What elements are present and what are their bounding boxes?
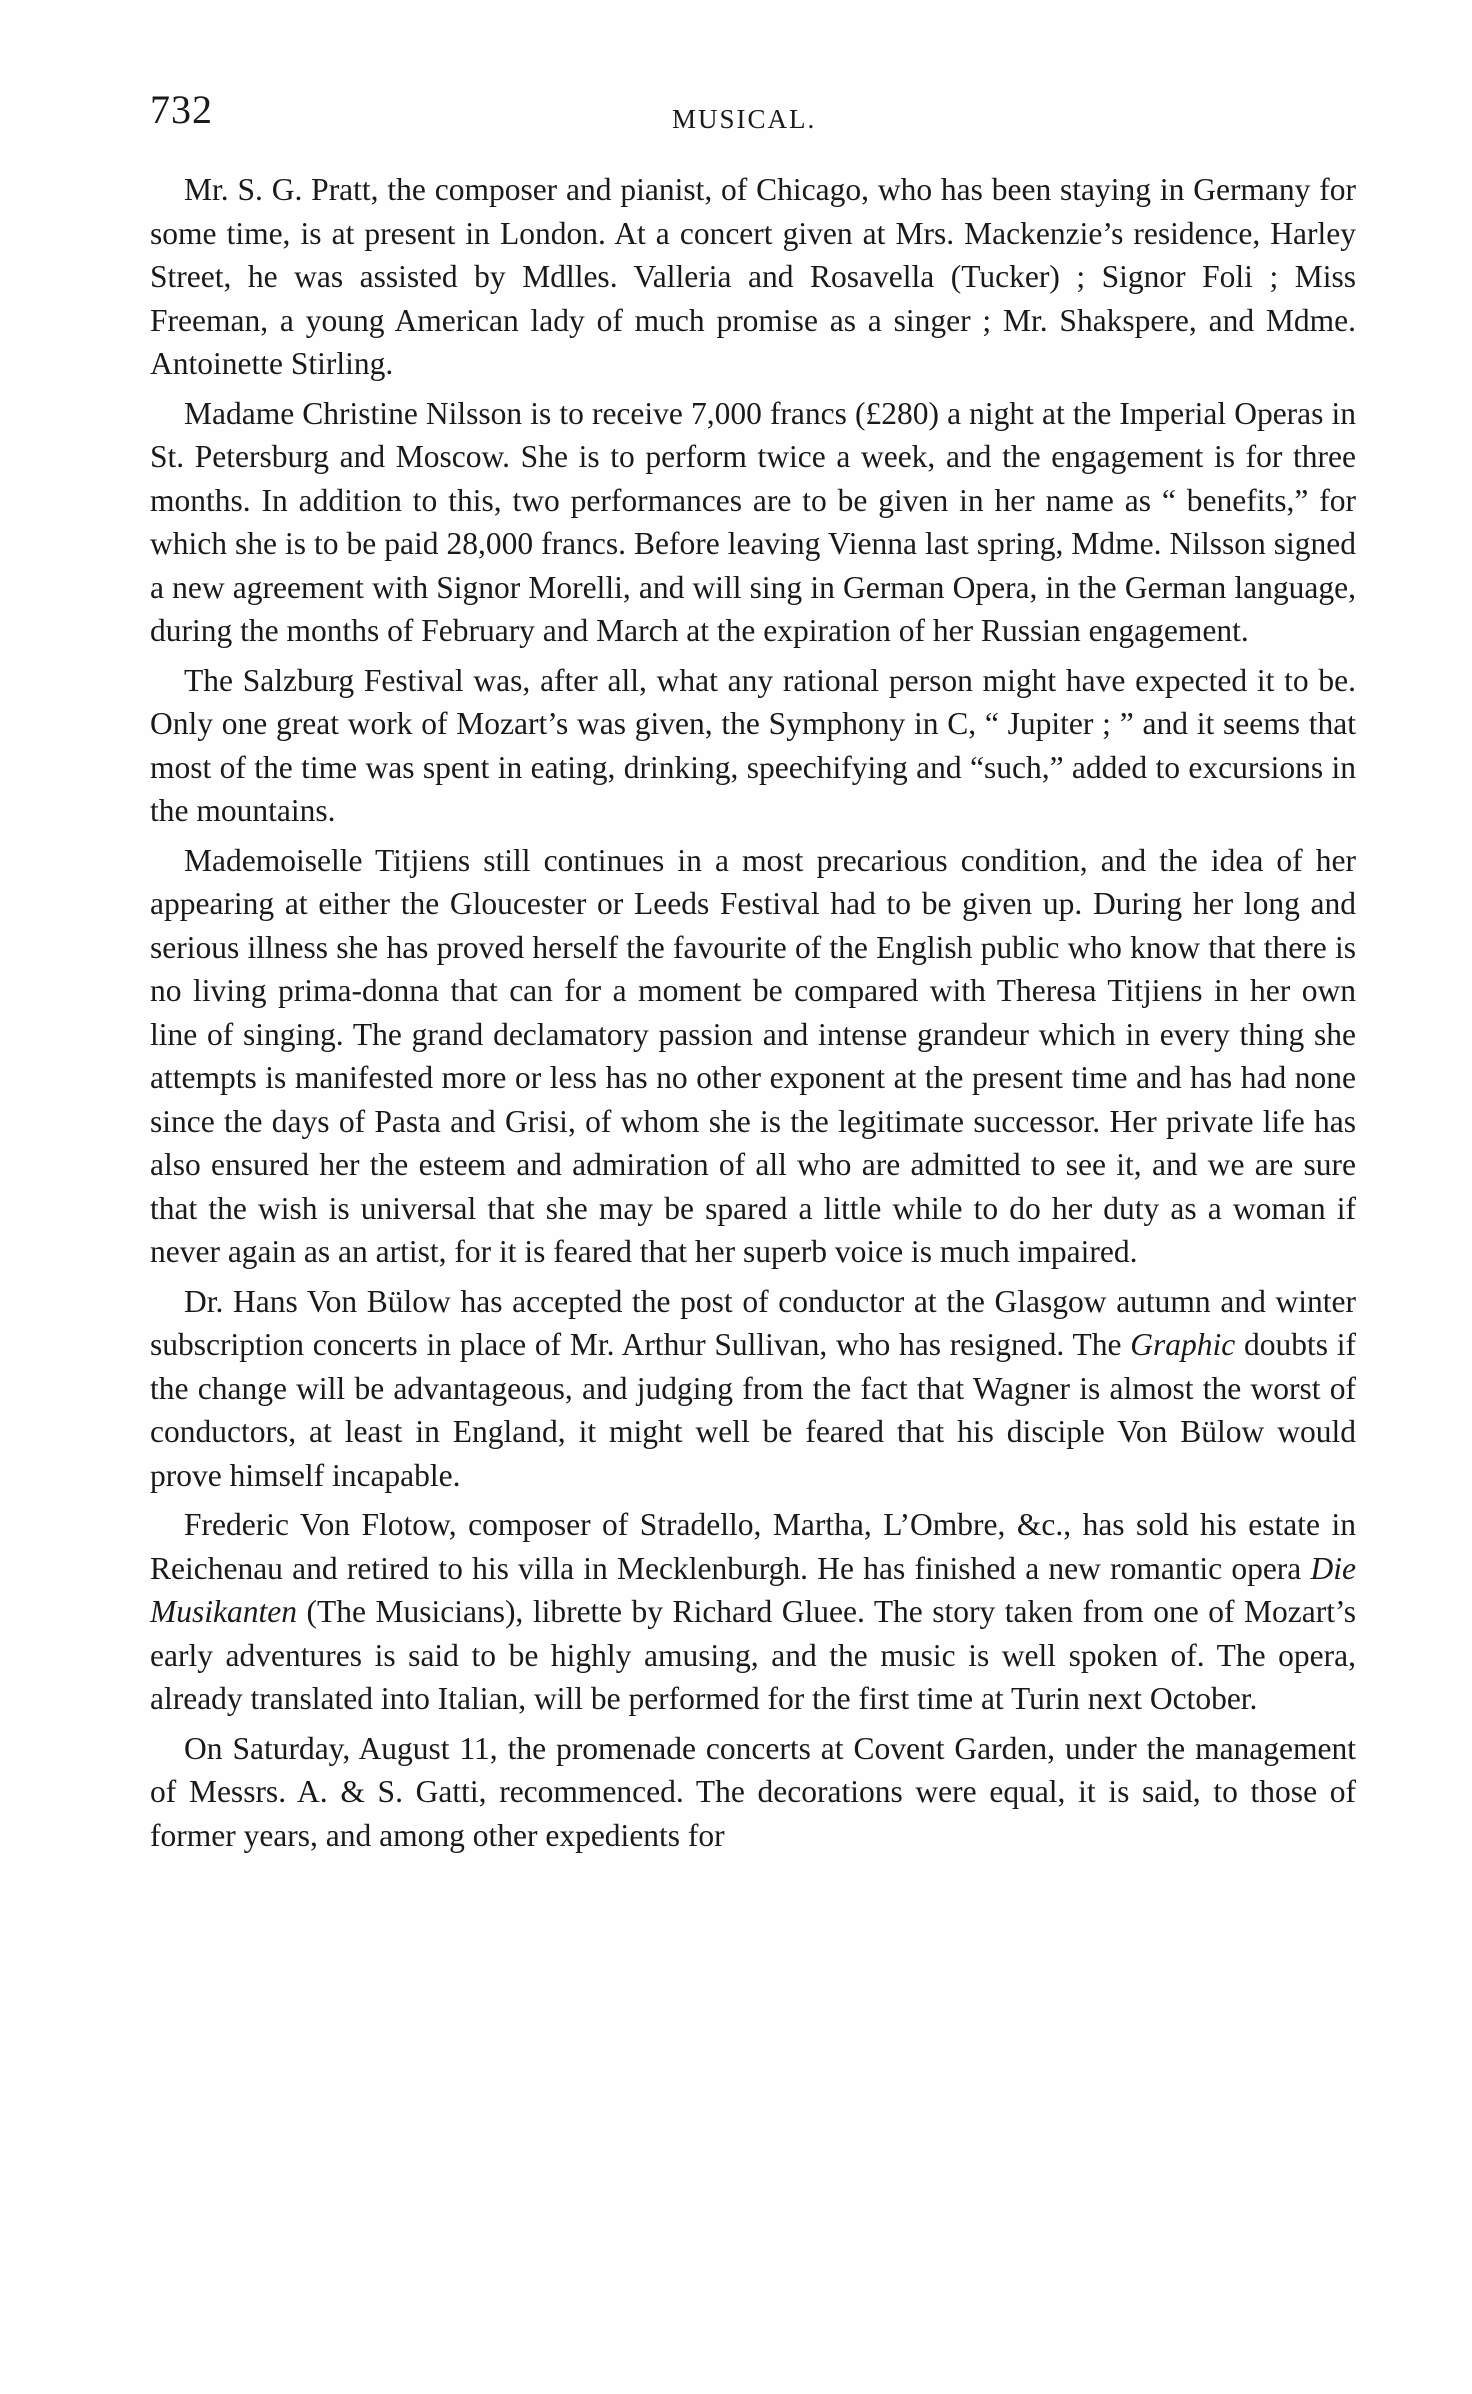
page-number: 732 — [150, 87, 213, 132]
text-segment: doubts if the change will be advantageous, and judging from the fact that Wagner is almost the worst of conductors, at least in England, it might well be feared that his disciple Von Bülow would prove himself incapable. — [150, 1327, 1356, 1493]
italic-title: Graphic — [1130, 1327, 1236, 1362]
paragraph-promenade-concerts — [150, 1727, 1356, 1858]
text-segment: On Saturday, August 11, the promenade concerts at Covent Garden, under the management of Messrs. A. & S. Gatti, recommenced. The decorations were equal, it is said, to those of former years, and among other expedients for — [150, 1730, 1356, 1853]
paragraph-nilsson — [150, 392, 1356, 653]
paragraph-titjiens — [150, 839, 1356, 1274]
text-segment: (The Musicians), librette by Richard Gluee. The story taken from one of Mozart’s early adventures is said to be highly amusing, and the music is well spoken of. The opera, already translated into Italian, will be performed for the first time at Turin next October. — [150, 1594, 1356, 1716]
italic-title: Die Musikanten — [150, 1550, 1356, 1629]
text-segment: Dr. Hans Von Bülow has accepted the post of conductor at the Glasgow autumn and winter subscription concerts in place of Mr. Arthur Sullivan, who has resigned. The — [150, 1283, 1356, 1362]
paragraph-pratt — [150, 168, 1356, 386]
paragraph-salzburg-festival — [150, 659, 1356, 833]
running-head: MUSICAL. — [672, 104, 817, 134]
body-text — [150, 168, 1356, 1863]
text-segment: Mr. S. G. Pratt, the composer and pianist, of Chicago, who has been staying in Germany for some time, is at present in London. At a concert given at Mrs. Mackenzie’s residence, Harley Street, he was assisted by Mdlles. Valleria and Rosavella (Tucker) ; Signor Foli ; Miss Freeman, a young American lady of much promise as a singer ; Mr. Shakspere, and Mdme. Antoinette Stirling. — [150, 172, 1356, 381]
text-segment: Madame Christine Nilsson is to receive 7,000 francs (£280) a night at the Imperial Operas in St. Petersburg and Moscow. She is to perform twice a week, and the engagement is for three months. In addition to this, two performances are to be given in her name as “ benefits,” for which she is to be paid 28,000 francs. Before leaving Vienna last spring, Mdme. Nilsson signed a new agreement with Signor Morelli, and will sing in German Opera, in the German language, during the months of February and March at the expiration of her Russian engagement. — [150, 395, 1356, 648]
paragraph-von-flotow — [150, 1503, 1356, 1721]
text-segment: Mademoiselle Titjiens still continues in a most precarious condition, and the idea of her appearing at either the Gloucester or Leeds Festival had to be given up. During her long and serious illness she has proved herself the favourite of the English public who know that there is no living prima-donna that can for a moment be compared with Theresa Titjiens in her own line of singing. The grand declamatory passion and intense grandeur which in every thing she attempts is manifested more or less has no other exponent at the present time and has had none since the days of Pasta and Grisi, of whom she is the legitimate successor. Her private life has also ensured her the esteem and admiration of all who are admitted to see it, and we are sure that the wish is universal that she may be spared a little while to do her duty as a woman if never again as an artist, for it is feared that her superb voice is much impaired. — [150, 842, 1356, 1269]
paragraph-von-bulow — [150, 1280, 1356, 1498]
text-segment: Frederic Von Flotow, composer of Stradello, Martha, L’Ombre, &c., has sold his estate in Reichenau and retired to his villa in Mecklenburgh. He has finished a new romantic opera — [150, 1507, 1356, 1586]
text-segment: The Salzburg Festival was, after all, what any rational person might have expected it to be. Only one great work of Mozart’s was given, the Symphony in C, “ Jupiter ; ” and it seems that most of the time was spent in eating, drinking, speechifying and “such,” added to excursions in the mountains. — [150, 662, 1356, 828]
